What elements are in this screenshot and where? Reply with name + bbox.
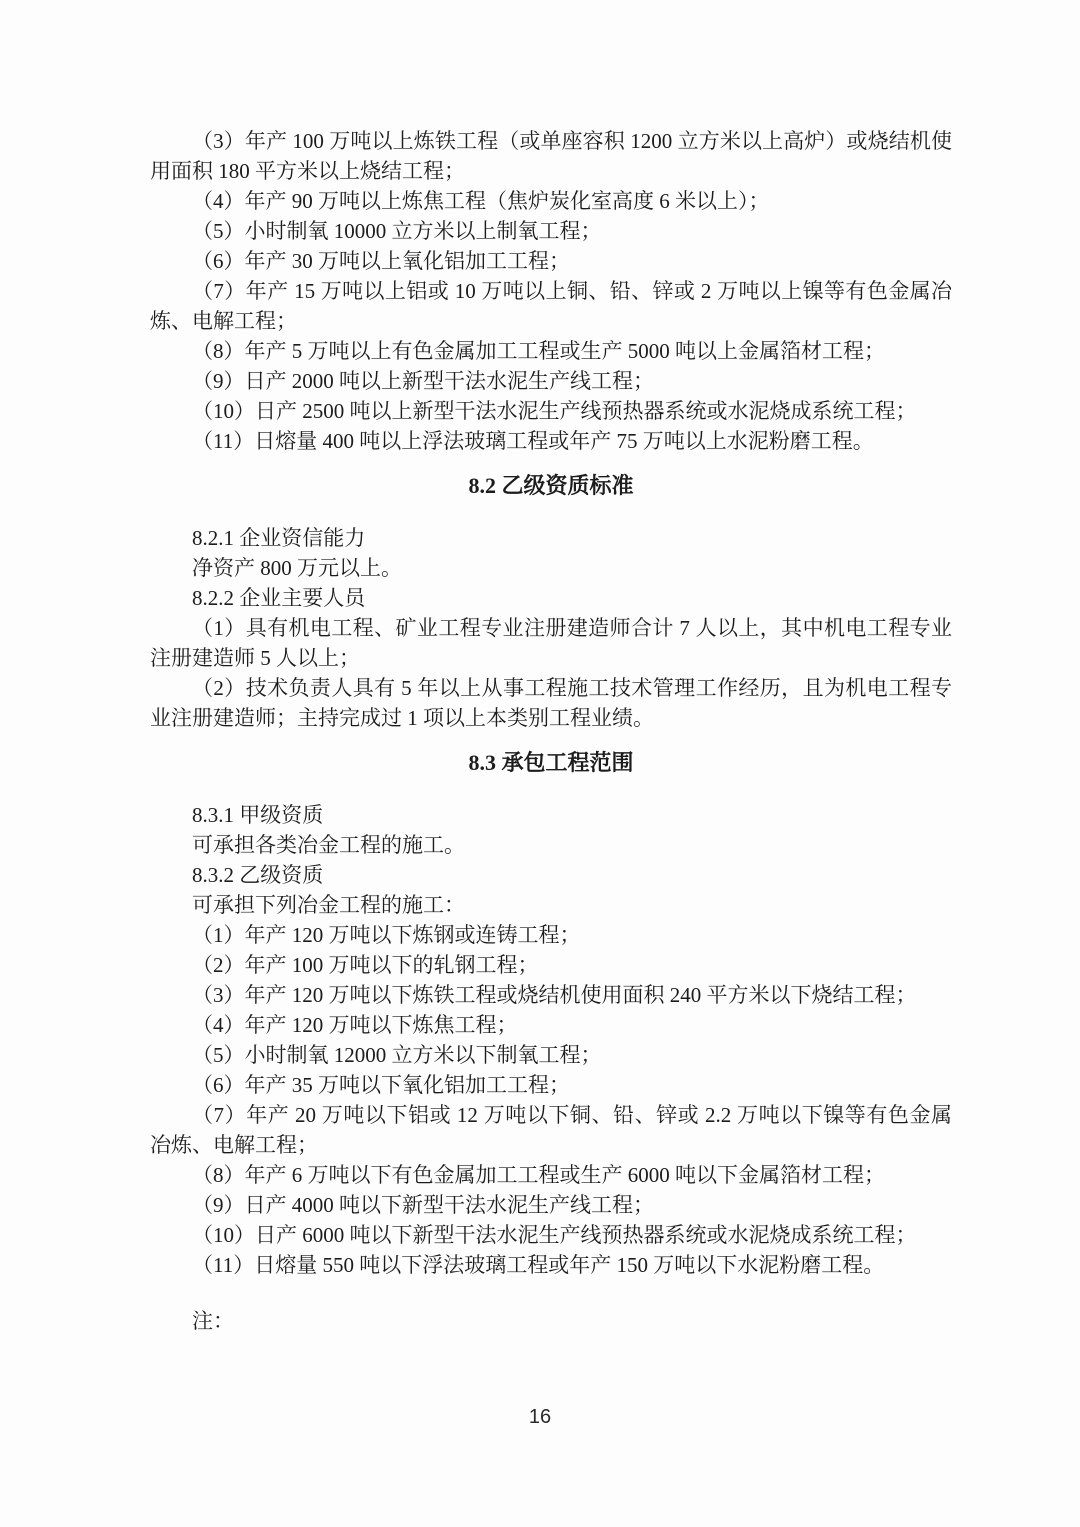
sec82-line-3: 8.2.2 企业主要人员 [192, 586, 366, 610]
sec83-item-10: （10）日产 6000 吨以下新型干法水泥生产线预热器系统或水泥烧成系统工程； [192, 1223, 917, 1247]
list-a-item-8: （8）年产 5 万吨以上有色金属加工工程或生产 5000 吨以上金属箔材工程； [192, 339, 885, 363]
sec83-line-2: 可承担各类冶金工程的施工。 [192, 833, 465, 857]
sec83-item-8: （8）年产 6 万吨以下有色金属加工工程或生产 6000 吨以下金属箔材工程； [192, 1163, 885, 1187]
list-a-item-6: （6）年产 30 万吨以上氧化铝加工工程； [192, 249, 570, 273]
section-heading-8-2: 8.2 乙级资质标准 [468, 473, 634, 498]
sec83-item-4: （4）年产 120 万吨以下炼焦工程； [192, 1013, 518, 1037]
note-label: 注： [192, 1309, 234, 1333]
page-footer [0, 1406, 1080, 1429]
sec82-line-5: （2）技术负责人具有 5 年以上从事工程施工技术管理工作经历，且为机电工程专业注册建造师；主持完成过 1 项以上本类别工程业绩。 [150, 676, 952, 730]
list-a-item-4: （4）年产 90 万吨以上炼焦工程（焦炉炭化室高度 6 米以上）； [192, 189, 770, 213]
sec83-item-5: （5）小时制氧 12000 立方米以下制氧工程； [192, 1043, 602, 1067]
sec83-item-1: （1）年产 120 万吨以下炼钢或连铸工程； [192, 923, 581, 947]
sec83-item-11: （11）日熔量 550 吨以下浮法玻璃工程或年产 150 万吨以下水泥粉磨工程。 [192, 1253, 885, 1277]
list-a-item-10: （10）日产 2500 吨以上新型干法水泥生产线预热器系统或水泥烧成系统工程； [192, 399, 917, 423]
sec82-line-2: 净资产 800 万元以上。 [192, 556, 402, 580]
page-number: 16 [528, 1406, 552, 1428]
list-a-item-9: （9）日产 2000 吨以上新型干法水泥生产线工程； [192, 369, 654, 393]
list-a-item-5: （5）小时制氧 10000 立方米以上制氧工程； [192, 219, 602, 243]
document-content [150, 126, 952, 1336]
sec82-line-4: （1）具有机电工程、矿业工程专业注册建造师合计 7 人以上，其中机电工程专业注册建造师 5 人以上； [150, 616, 952, 670]
sec83-item-7: （7）年产 20 万吨以下铝或 12 万吨以下铜、铅、锌或 2.2 万吨以下镍等有色金属冶炼、电解工程； [150, 1103, 952, 1157]
sec83-line-1: 8.3.1 甲级资质 [192, 803, 324, 827]
section-heading-8-3: 8.3 承包工程范围 [468, 750, 634, 775]
sec82-line-1: 8.2.1 企业资信能力 [192, 526, 366, 550]
list-a-item-3: （3）年产 100 万吨以上炼铁工程（或单座容积 1200 立方米以上高炉）或烧结机使用面积 180 平方米以上烧结工程； [150, 129, 952, 183]
sec83-item-9: （9）日产 4000 吨以下新型干法水泥生产线工程； [192, 1193, 654, 1217]
sec83-item-2: （2）年产 100 万吨以下的轧钢工程； [192, 953, 539, 977]
sec83-line-3: 8.3.2 乙级资质 [192, 863, 324, 887]
list-a-item-7: （7）年产 15 万吨以上铝或 10 万吨以上铜、铅、锌或 2 万吨以上镍等有色金属冶炼、电解工程； [150, 279, 952, 333]
sec83-item-3: （3）年产 120 万吨以下炼铁工程或烧结机使用面积 240 平方米以下烧结工程； [192, 983, 917, 1007]
list-a-item-11: （11）日熔量 400 吨以上浮法玻璃工程或年产 75 万吨以上水泥粉磨工程。 [192, 429, 874, 453]
sec83-line-4: 可承担下列冶金工程的施工： [192, 893, 465, 917]
sec83-item-6: （6）年产 35 万吨以下氧化铝加工工程； [192, 1073, 570, 1097]
